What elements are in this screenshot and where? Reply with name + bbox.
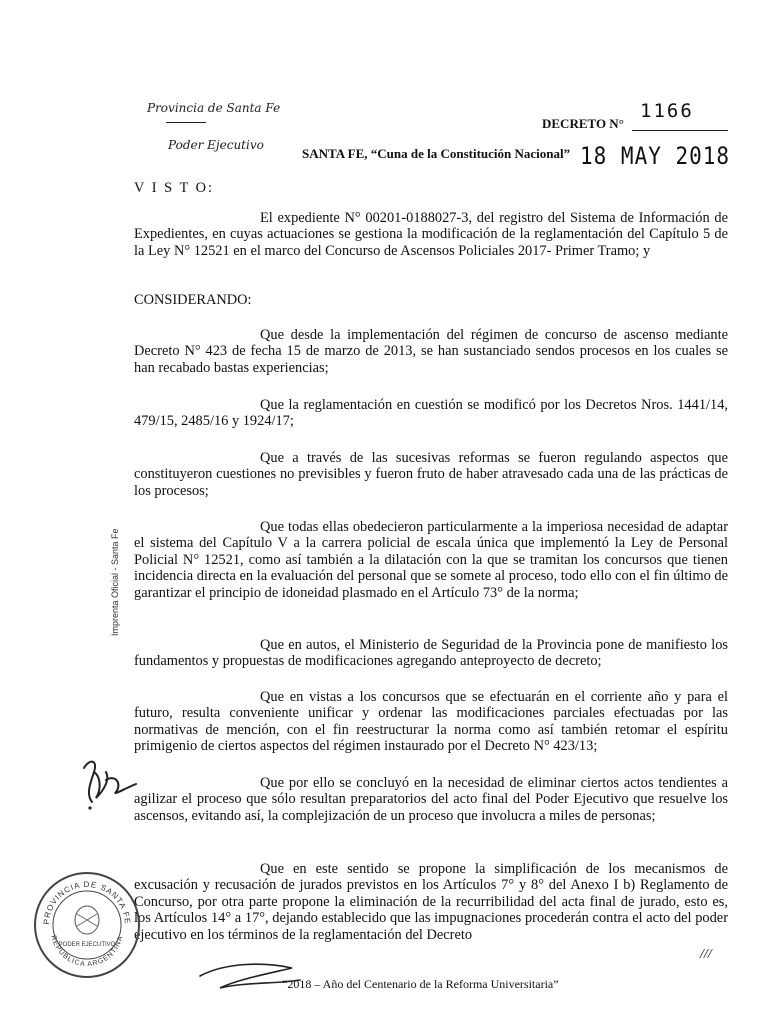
seal-top-text: PROVINCIA DE SANTA FE: [41, 879, 133, 925]
seal-middle-text: PODER EJECUTIVO: [58, 942, 116, 948]
date-stamp: 18 MAY 2018: [580, 142, 731, 170]
svg-text:REPÚBLICA ARGENTINA: [49, 935, 124, 968]
province-underline: [166, 122, 206, 123]
considerando-paragraph: Que por ello se concluyó en la necesidad de eliminar ciertos actos tendientes a agilizar el proceso que sólo resultan preparatorios del acto final del Poder Ejecutivo que resuelve los ascensos, evitando así, la complejización de un proceso que involucra a miles de personas;: [134, 775, 728, 824]
branch-label: Poder Ejecutivo: [168, 138, 264, 152]
margin-initials-mark: [76, 754, 146, 814]
seal-emblem-icon: [36, 874, 138, 976]
considerando-paragraph: Que en vistas a los concursos que se efectuarán en el corriente año y para el futuro, resulta conveniente unificar y ordenar las modificaciones parciales efectuadas por las normativas de mención, con el fin reestructurar la norma como así también retomar el espíritu primigenio de ciertos aspectos del régimen instaurado por el Decreto N° 423/13;: [134, 689, 728, 755]
printer-side-label: Imprenta Oficial - Santa Fe: [110, 528, 120, 636]
visto-paragraph: El expediente N° 00201-0188027-3, del registro del Sistema de Información de Expedientes, en cuyas actuaciones se gestiona la modificación de la reglamentación del Capítulo 5 de la Ley N° 12521 en el marco del Concurso de Ascensos Policiales 2017- Primer Tramo; y: [134, 210, 728, 259]
footer-motto: “2018 – Año del Centenario de la Reforma Universitaria”: [282, 977, 559, 991]
considerando-paragraph: Que desde la implementación del régimen de concurso de ascenso mediante Decreto N° 423 de fecha 15 de marzo de 2013, se han sustanciado sendos procesos en los cuales se han recabado bastas experiencias;: [134, 327, 728, 376]
seal-bottom-text: REPÚBLICA ARGENTINA: [49, 934, 125, 969]
decree-number: 1166: [640, 100, 694, 122]
svg-text:PROVINCIA DE SANTA FE: [42, 880, 132, 925]
considerando-paragraph: Que en autos, el Ministerio de Seguridad de la Provincia pone de manifiesto los fundamentos y propuestas de modificaciones agregando anteproyecto de decreto;: [134, 637, 728, 670]
decree-label: DECRETO N°: [542, 116, 624, 131]
considerando-paragraph: Que todas ellas obedecieron particularmente a la imperiosa necesidad de adaptar el sistema del Capítulo V a la carrera policial de escala única que implementó la Ley de Personal Policial N° 12521, como así también a la dilatación con la que se tramitan los concursos que tienen incidencia directa en la evaluación del personal que se somete al proceso, todo ello con el fin último de garantizar el principio de idoneidad plasmado en el Artículo 73° de la norma;: [134, 519, 728, 601]
city-motto: SANTA FE, “Cuna de la Constitución Nacional”: [302, 146, 571, 161]
considerando-paragraph: Que la reglamentación en cuestión se modificó por los Decretos Nros. 1441/14, 479/15, 2485/16 y 1924/17;: [134, 397, 728, 430]
official-seal: [34, 872, 140, 978]
province-label: Provincia de Santa Fe: [147, 101, 281, 115]
considerando-paragraph: Que a través de las sucesivas reformas se fueron regulando aspectos que constituyeron cuestiones no previsibles y fueron fruto de haber atravesado cada una de las prácticas de los procesos;: [134, 450, 728, 499]
considerando-title: CONSIDERANDO:: [134, 292, 252, 308]
visto-title: V I S T O:: [134, 180, 214, 196]
considerando-paragraph: Que en este sentido se propone la simplificación de los mecanismos de excusación y recusación de jurados previstos en los Artículos 7° y 8° del Anexo I b) Reglamento de Concurso, por otra parte propone la eliminación de la recurribilidad del acta final de jurado, esto es, los Artículos 14° a 17°, dejando establecido que las impugnaciones procederán contra el acto del poder ejecutivo en los términos de la reglamentación del Decreto: [134, 861, 728, 943]
continuation-mark: ///: [700, 947, 712, 962]
decree-number-line: [632, 130, 728, 131]
